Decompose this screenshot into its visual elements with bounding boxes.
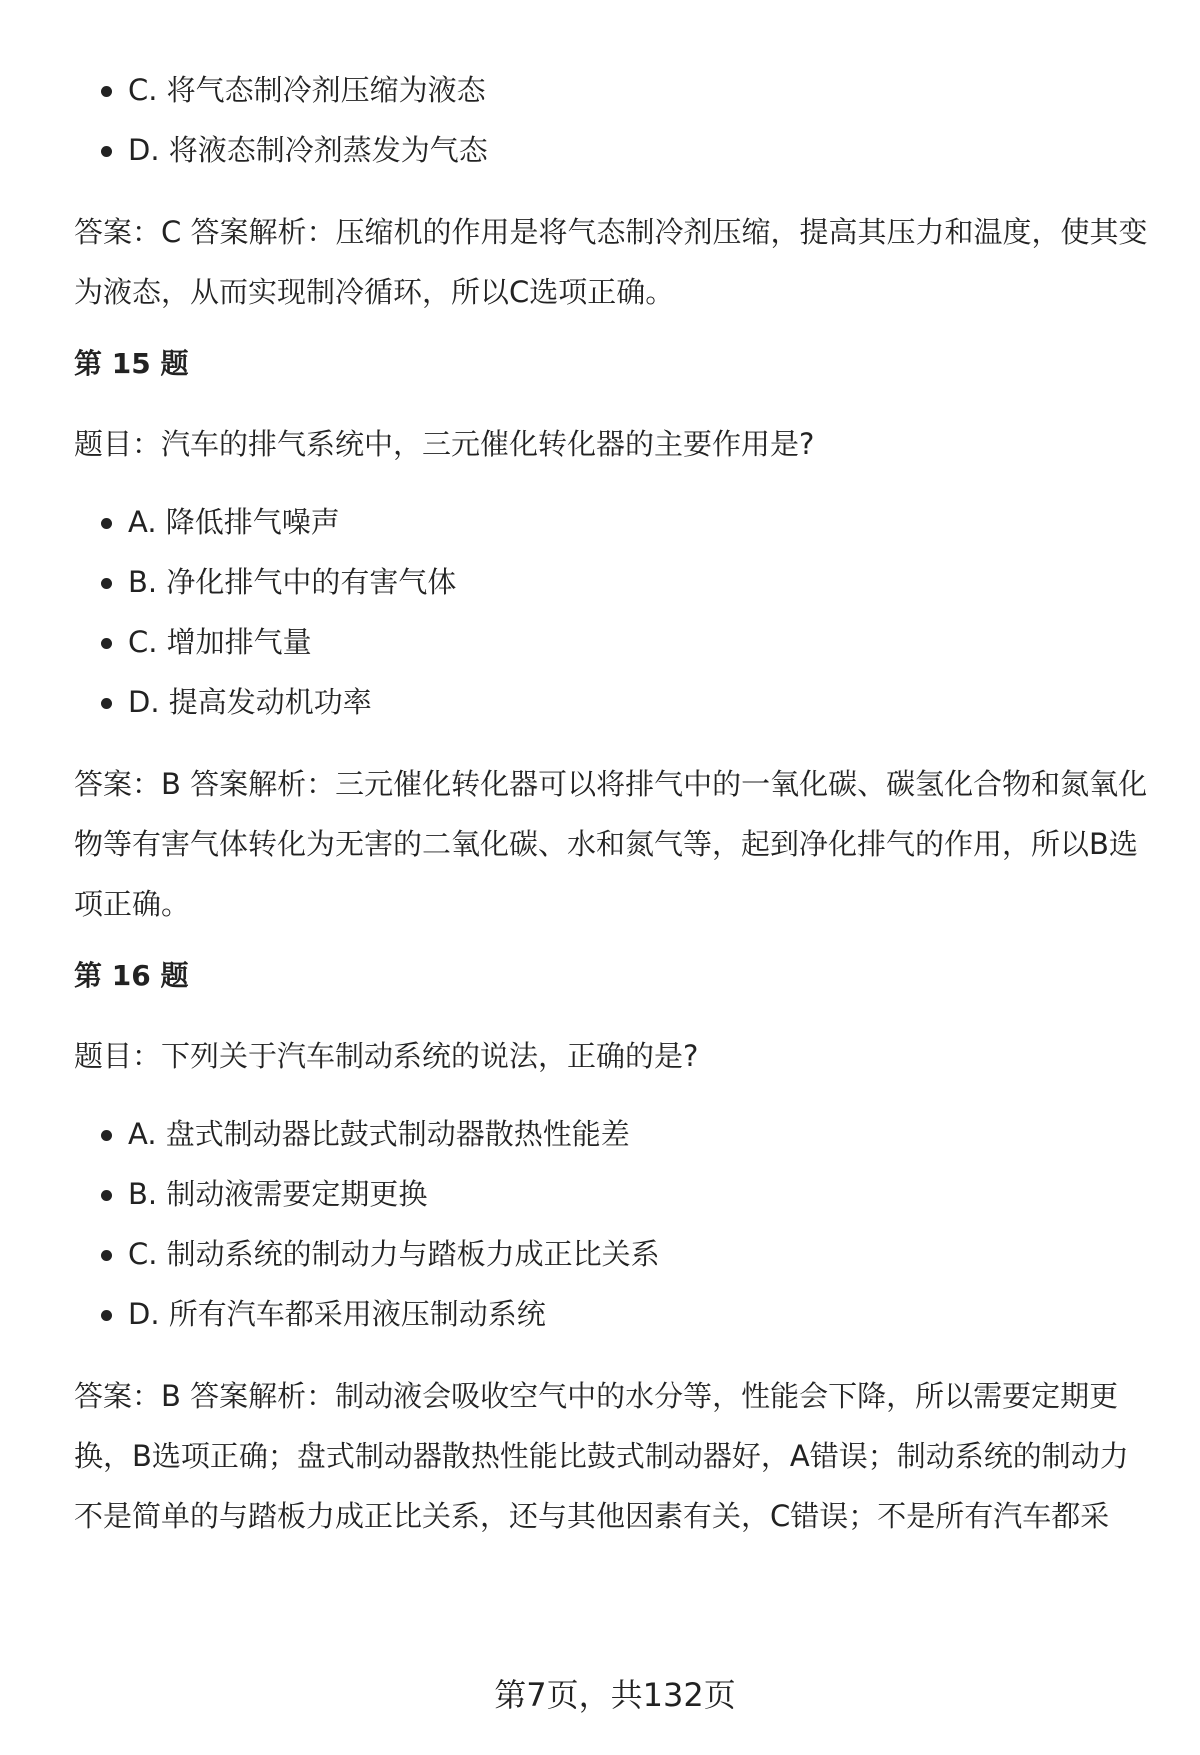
- q16-stem: 题目：下列关于汽车制动系统的说法，正确的是?: [74, 1039, 699, 1073]
- q15-stem: 题目：汽车的排气系统中，三元催化转化器的主要作用是?: [74, 427, 815, 461]
- page-footer: 第7页，共132页: [494, 1676, 736, 1714]
- q14-option-d: D. 将液态制冷剂蒸发为气态: [128, 120, 1154, 180]
- q16-option-d: D. 所有汽车都采用液压制动系统: [128, 1284, 1154, 1344]
- q15-option-b: B. 净化排气中的有害气体: [128, 552, 1154, 612]
- q15-heading: 第 15 题: [74, 347, 189, 380]
- q14-answer: 答案：C 答案解析：压缩机的作用是将气态制冷剂压缩，提高其压力和温度，使其变为液态，从而实现制冷循环，所以C选项正确。: [74, 215, 1148, 309]
- q16-option-c: C. 制动系统的制动力与踏板力成正比关系: [128, 1224, 1154, 1284]
- q15-option-a: A. 降低排气噪声: [128, 492, 1154, 552]
- document-page: [74, 60, 1154, 1546]
- q15-option-d: D. 提高发动机功率: [128, 672, 1154, 732]
- q16-heading: 第 16 题: [74, 959, 189, 992]
- q15-option-c: C. 增加排气量: [128, 612, 1154, 672]
- q15-answer: 答案：B 答案解析：三元催化转化器可以将排气中的一氧化碳、碳氢化合物和氮氧化物等有害气体转化为无害的二氧化碳、水和氮气等，起到净化排气的作用，所以B选项正确。: [74, 767, 1148, 921]
- q14-options: [74, 60, 1154, 180]
- q16-answer: 答案：B 答案解析：制动液会吸收空气中的水分等，性能会下降，所以需要定期更换，B选项正确；盘式制动器散热性能比鼓式制动器好，A错误；制动系统的制动力不是简单的与踏板力成正比关系，还与其他因素有关，C错误；不是所有汽车都采: [74, 1379, 1129, 1533]
- q16-option-a: A. 盘式制动器比鼓式制动器散热性能差: [128, 1104, 1154, 1164]
- q15-options: [74, 492, 1154, 732]
- q16-option-b: B. 制动液需要定期更换: [128, 1164, 1154, 1224]
- q16-options: [74, 1104, 1154, 1344]
- q14-option-c: C. 将气态制冷剂压缩为液态: [128, 60, 1154, 120]
